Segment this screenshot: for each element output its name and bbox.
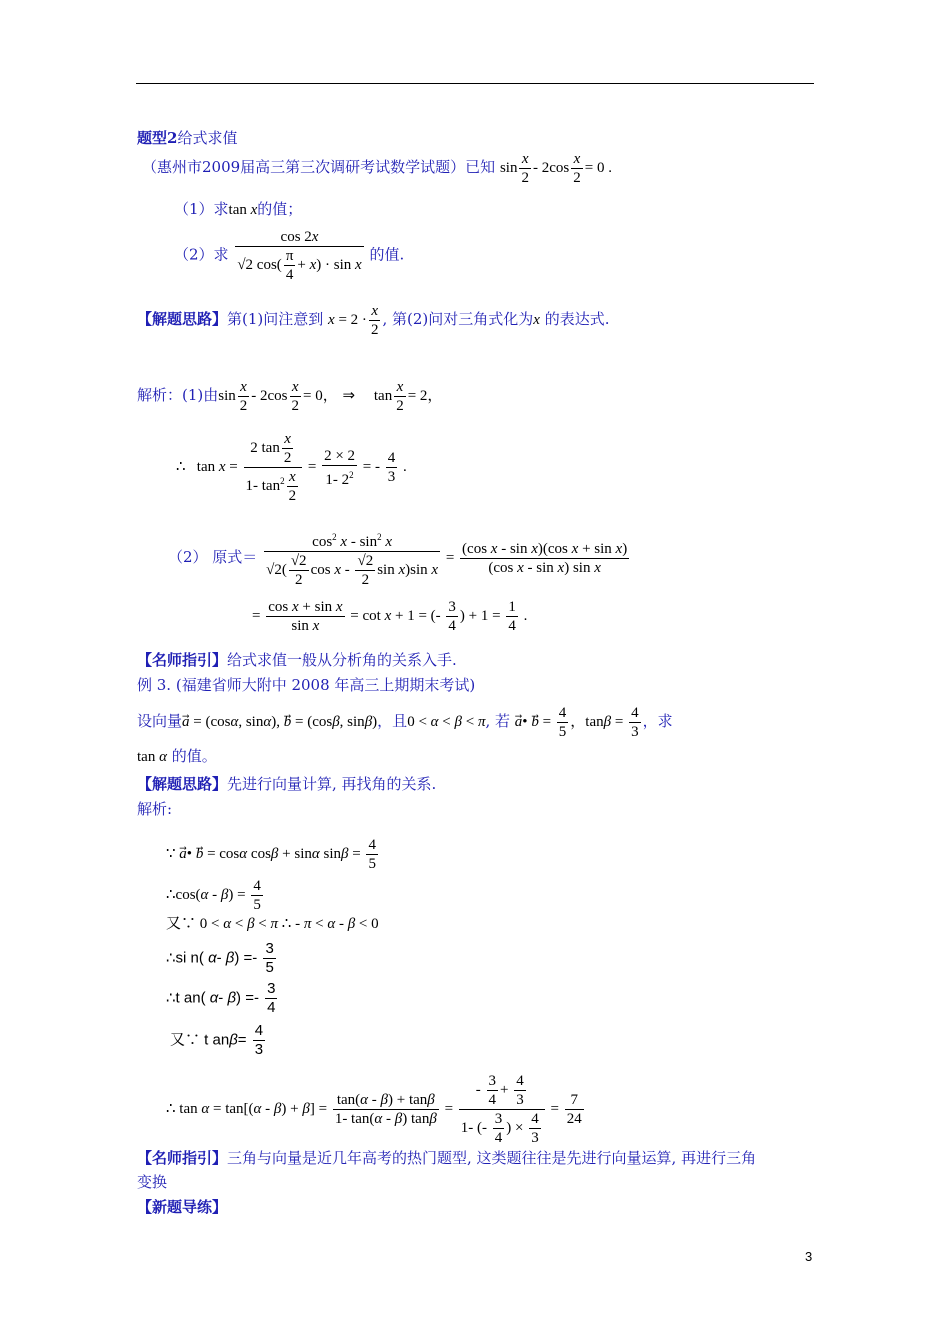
solution2-label: 解析: [137,800,173,818]
example3-target: tan α [137,749,167,765]
problem1-idea [137,302,609,339]
problem1-part1 [174,199,302,220]
idea2-label: 【解题思路】 [137,775,228,793]
problem1-part2-prefix: （2）求 [174,245,229,264]
idea1-label: 【解题思路】 [137,309,228,328]
section-title-bold: 题型2 [137,129,178,147]
example3-text-a: 设向量 [137,711,183,730]
solution2-step6: 又∵ t anβ= $\frac{4}{3}$ [170,1022,264,1058]
section-title [137,128,237,148]
problem1-part2-suffix: 的值. [369,245,405,264]
example3-dot-product: a⃗• b⃗ = $\frac{4}{5}$ ，tanβ = $\frac{4}{3}$ [514,705,639,740]
solution2-step2: ∴cos(α - β) = $\frac{4}{5}$ [166,878,261,913]
header-rule [136,83,814,84]
example3-heading: 例 3. (福建省师大附中 2008 年高三上期期末考试) [137,676,476,694]
tip2-text-1: 三角与向量是近几年高考的热门题型, 这类题往往是先进行向量运算, 再进行三角 [227,1149,757,1167]
solution2-step7: ∴ tan α = tan[(α - β) + β] = $\frac{\tan(\alpha - \beta) + \tan\beta}{1- \tan(\alpha - \beta) \tan\beta}$ = - $\frac{3}{4}$ + $\frac{4}{3}$ 1- (- $\frac{3}{4}$ ) × $\frac{4}{3}$ = $\frac{7}{24}$ [166,1073,582,1146]
idea1-expr: x = 2 · $\frac{x}{2}$ [328,303,379,338]
example3-text-b: ，且 [377,711,408,730]
solution2-step1: ∵ a⃗• b⃗ = cosα cosβ + sinα sinβ = $\frac{4}{5}$ [166,837,376,872]
tip1-text: 给式求值一般从分析角的关系入手. [227,651,457,669]
problem1-part1-expr: tan x [228,202,258,218]
solution1-part2-prefix: （2） 原式＝ [168,547,258,566]
problem1-part2 [174,228,404,284]
example3-text-d: ，求 [642,711,673,730]
solution1-eq2: tan $\frac{x}{2}$ = 2， [373,379,443,414]
tip2-label: 【名师指引】 [137,1149,228,1167]
problem1-part1-prefix: （1）求 [174,200,229,218]
problem1-statement [142,150,612,187]
page-number: 3 [805,1249,813,1264]
example3-statement [137,704,673,741]
idea2 [137,774,436,794]
tip2-line1 [137,1148,756,1168]
problem1-given-equation: sin $\frac{x}{2}$ - 2cos $\frac{x}{2}$ = 0 . [499,151,612,186]
section-title-rest: 给式求值 [177,129,238,147]
tip2-line2: 变换 [137,1173,168,1191]
solution1-part2-expr: $\cos^2 x - \sin^2 x$ √2( $\frac{√2}{2}$ cos x - $\frac{√2}{2}$ sin x)sin x = $\frac{\text{(cos x - sin x)(cos x + sin x)}}{\text{(cos x - sin x) sin x}}$ [262,550,631,566]
solution2-step4: ∴si n( α- β) =- $\frac{3}{5}$ [166,940,274,976]
solution1-line1 [137,378,442,415]
idea1-var: x [533,311,540,328]
idea1-text-b: , 第(2)问对三角式化为 [382,309,534,328]
solution1-eq1: sin $\frac{x}{2}$ - 2cos $\frac{x}{2}$ = 0， [218,379,338,414]
idea2-text: 先进行向量计算, 再找角的关系. [227,775,437,793]
practice-heading: 【新题导练】 [137,1198,228,1216]
problem1-part1-suffix: 的值； [257,200,303,218]
example3-range: 0 < α < β < π [407,713,486,730]
tip1 [137,650,457,670]
solution1-label: 解析：(1)由 [137,385,219,404]
solution2-step5: ∴t an( α- β) =- $\frac{3}{4}$ [166,980,276,1016]
solution1-part2 [168,528,631,589]
tip1-label: 【名师指引】 [137,651,228,669]
example3-vectors: a⃗ = (cosα, sinα), b⃗ = (cosβ, sinβ) [182,713,378,730]
solution1-arrow: ⇒ [342,387,356,404]
problem1-part2-expr: cos 2x √2 cos( $\frac{\pi}{4}$ + x) · sin x [237,229,362,283]
example3-text-e: 的值。 [171,747,217,765]
example3-text-c: , 若 [485,711,511,730]
solution2-step3: 又∵ 0 < α < β < π ∴ - π < α - β < 0 [166,916,379,932]
idea1-text-c: 的表达式. [544,309,610,328]
solution1-tanx: ∴ tan x = 2 tan $\frac{x}{2}$ 1- $\tan^2$ $\frac{x}{2}$ = $\frac{2 \times 2}{1- 2^2}$ = - $\frac{4}{3}$ . [176,431,407,504]
idea1-text-a: 第(1)问注意到 [227,309,324,328]
solution1-final: = $\frac{\text{cos x + sin x}}{\text{sin x}}$ = cot x + 1 = (- $\frac{3}{4}$ ) + 1 = $\frac{1}{4}$ . [252,599,528,634]
example3-statement-line2 [137,746,217,767]
problem1-source: （惠州市2009届高三第三次调研考试数学试题）已知 [142,157,496,176]
